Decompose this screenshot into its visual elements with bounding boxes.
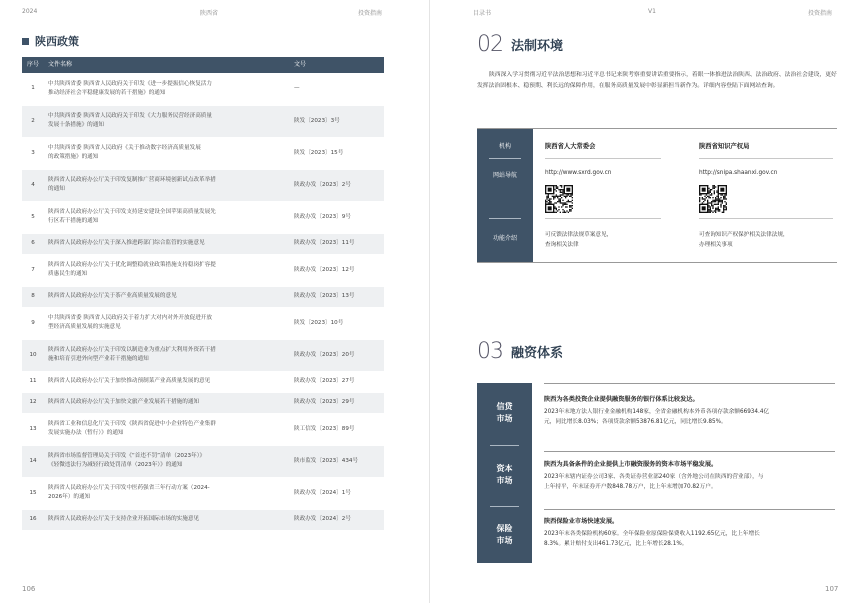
cell-title-line: 中共陕西省委 陕西省人民政府关于着力扩大对内对外开放促进开放 bbox=[48, 315, 212, 322]
finance-row-title: 陕西为具备条件的企业提供上市融资服务的资本市场平稳发展。 bbox=[544, 461, 718, 468]
cell-title-line: 陕西省人民政府办公厅关于深入推进跨部门综合监管的实施意见 bbox=[48, 240, 205, 247]
cell-title bbox=[44, 339, 290, 371]
cell-no: 13 bbox=[22, 413, 44, 445]
cell-no: 5 bbox=[22, 201, 44, 233]
text-line: 2023年末各类保险机构60家。全年保险业原保险保费收入1192.65亿元，比上年增长 bbox=[544, 531, 760, 537]
cell-no: 1 bbox=[22, 73, 44, 105]
cell-title bbox=[44, 105, 290, 137]
cell-title-line: 陕西省市场监督管理局关于印发《“首违不罚”清单（2023年）》 bbox=[48, 453, 206, 460]
org-function bbox=[699, 231, 789, 250]
cell-title bbox=[44, 509, 290, 530]
cell-doc-number: 陕发〔2023〕3号 bbox=[290, 105, 384, 137]
cell-doc-number: 陕政办发〔2023〕27号 bbox=[290, 371, 384, 392]
divider bbox=[544, 383, 835, 384]
finance-row-capital bbox=[544, 459, 835, 493]
cell-doc-number: 陕政办发〔2023〕12号 bbox=[290, 254, 384, 286]
finance-row-text bbox=[544, 472, 835, 493]
divider bbox=[490, 506, 519, 507]
cell-doc-number: 陕发〔2023〕15号 bbox=[290, 137, 384, 169]
cell-no: 10 bbox=[22, 339, 44, 371]
cell-doc-number: 陕政办发〔2023〕20号 bbox=[290, 339, 384, 371]
cell-title bbox=[44, 73, 290, 105]
text-line: 2023年末地方法人银行业金融机构148家，全省金融机构本外币各项存款余额66934.4亿 bbox=[544, 409, 770, 415]
func-line: 可查询知识产权保护相关法律法规， bbox=[699, 232, 789, 238]
text-line: 元，同比增长8.03%；各项贷款余额53876.81亿元，同比增长9.85%。 bbox=[544, 419, 727, 426]
label-line: 市场 bbox=[496, 535, 513, 545]
law-table bbox=[477, 128, 837, 263]
cell-no: 8 bbox=[22, 286, 44, 307]
cell-no: 11 bbox=[22, 371, 44, 392]
divider bbox=[544, 451, 835, 452]
table-row bbox=[22, 477, 384, 509]
qr-code-icon bbox=[699, 185, 727, 213]
policy-table-body bbox=[22, 73, 384, 530]
cell-title-line: 中共陕西省委 陕西省人民政府关于印发《大力服务民营经济高质量 bbox=[48, 113, 212, 120]
label-credit-market bbox=[477, 401, 532, 424]
label-capital-market bbox=[477, 463, 532, 486]
cell-no: 6 bbox=[22, 233, 44, 254]
cell-title-line: 质惠民生的通知 bbox=[48, 271, 88, 277]
label-org: 机构 bbox=[498, 143, 511, 150]
func-line: 办理相关事项 bbox=[699, 241, 733, 248]
org-column-ip bbox=[699, 129, 835, 262]
org-name: 陕西省人大常委会 bbox=[545, 143, 596, 150]
finance-section-number: 03 bbox=[477, 339, 503, 364]
org-name: 陕西省知识产权局 bbox=[699, 143, 750, 150]
law-side-panel bbox=[477, 129, 533, 262]
cell-title-line: 陕西省工业和信息化厅关于印发《陕西省促进中小企业特色产业集群 bbox=[48, 421, 216, 428]
cell-title bbox=[44, 201, 290, 233]
cell-doc-number: 陕政办发〔2023〕9号 bbox=[290, 201, 384, 233]
cell-title-line: 2026年）的通知 bbox=[48, 494, 91, 500]
divider bbox=[489, 158, 521, 159]
cell-doc-number: 陕工信发〔2023〕89号 bbox=[290, 413, 384, 445]
table-row bbox=[22, 137, 384, 169]
finance-row-credit bbox=[544, 394, 835, 428]
cell-no: 16 bbox=[22, 509, 44, 530]
cell-title-line: 陕西省人民政府办公厅关于加快推动预制菜产业高质量发展的意见 bbox=[48, 378, 211, 385]
cell-title bbox=[44, 307, 290, 339]
func-line: 可反馈法律法规草案意见， bbox=[545, 232, 613, 238]
cell-title-line: 型经济高质量发展的实施意见 bbox=[48, 324, 121, 330]
label-site: 网站导航 bbox=[492, 172, 517, 179]
table-row bbox=[22, 413, 384, 445]
cell-title-line: 陕西省人民政府办公厅关于茶产业高质量发展的意见 bbox=[48, 293, 177, 300]
table-row bbox=[22, 371, 384, 392]
cell-title-line: 发展实施办法（暂行）》的通知 bbox=[48, 430, 124, 436]
column-header-title: 文件名称 bbox=[44, 57, 290, 73]
org-column-npc bbox=[545, 129, 695, 262]
table-row bbox=[22, 73, 384, 105]
label-line: 保险 bbox=[496, 524, 513, 533]
cell-title-line: 陕西省人民政府办公厅关于印发中医药强省三年行动方案（2024- bbox=[48, 485, 210, 492]
table-row bbox=[22, 169, 384, 201]
column-header-no: 序号 bbox=[22, 57, 44, 73]
cell-title-line: 陕西省人民政府办公厅关于印发支持延安建设全国苹果高质量发展先 bbox=[48, 209, 216, 216]
divider bbox=[544, 509, 835, 510]
org-url-link[interactable]: http://snipa.shaanxi.gov.cn bbox=[699, 170, 778, 176]
finance-row-insurance bbox=[544, 516, 835, 550]
cell-title-line: 陕西省人民政府办公厅关于加快文旅产业发展若干措施的通知 bbox=[48, 399, 200, 406]
page-number-left: 106 bbox=[22, 585, 36, 593]
header-right: 投资指南 bbox=[358, 10, 383, 17]
table-row bbox=[22, 307, 384, 339]
cell-no: 9 bbox=[22, 307, 44, 339]
cell-title bbox=[44, 477, 290, 509]
cell-title bbox=[44, 392, 290, 413]
org-url-link[interactable]: http://www.sxrd.gov.cn bbox=[545, 170, 612, 176]
func-line: 查询相关法律 bbox=[545, 241, 579, 248]
cell-title-line: 推动经济社会平稳健康发展的若干措施》的通知 bbox=[48, 89, 166, 96]
label-line: 资本 bbox=[496, 464, 513, 473]
law-section-number: 02 bbox=[477, 32, 503, 57]
cell-doc-number: 陕市监发〔2023〕434号 bbox=[290, 445, 384, 477]
cell-doc-number: 陕政办发〔2023〕2号 bbox=[290, 169, 384, 201]
table-row bbox=[22, 233, 384, 254]
cell-title bbox=[44, 137, 290, 169]
divider bbox=[490, 445, 519, 446]
label-line: 市场 bbox=[496, 475, 513, 485]
cell-title-line: 陕西省人民政府办公厅关于支持企业开拓国际市场的实施意见 bbox=[48, 516, 200, 523]
table-row bbox=[22, 445, 384, 477]
cell-no: 4 bbox=[22, 169, 44, 201]
text-line: 2023年末辖内证券公司3家、各类证券营业部240家（含外地公司在陕西的营业部），与 bbox=[544, 474, 764, 480]
header-center: V1 bbox=[648, 8, 656, 15]
column-header-doc: 文号 bbox=[290, 57, 384, 73]
cell-title bbox=[44, 233, 290, 254]
label-func: 功能介绍 bbox=[492, 235, 517, 242]
cell-title bbox=[44, 371, 290, 392]
cell-doc-number: 陕政办发〔2023〕13号 bbox=[290, 286, 384, 307]
header-left: 目录书 bbox=[473, 10, 492, 17]
cell-no: 15 bbox=[22, 477, 44, 509]
label-line: 市场 bbox=[496, 413, 513, 423]
header-center: 陕西省 bbox=[200, 10, 219, 17]
cell-title-line: 施和培育引进外向型产业若干措施的通知 bbox=[48, 356, 149, 362]
finance-side-panel bbox=[477, 383, 532, 563]
text-line: 8.3%。累计赔付支出461.73亿元，比上年增长28.1%。 bbox=[544, 541, 688, 548]
label-line: 信贷 bbox=[496, 402, 513, 411]
cell-doc-number: 陕政办发〔2024〕1号 bbox=[290, 477, 384, 509]
divider bbox=[489, 218, 521, 219]
policy-table bbox=[22, 57, 384, 531]
finance-section-title: 融资体系 bbox=[511, 346, 564, 361]
cell-no: 14 bbox=[22, 445, 44, 477]
cell-no: 7 bbox=[22, 254, 44, 286]
law-section-title: 法制环境 bbox=[511, 39, 564, 54]
cell-title bbox=[44, 286, 290, 307]
section-heading bbox=[22, 33, 79, 49]
cell-title-line: 的通知 bbox=[48, 186, 65, 192]
law-heading bbox=[477, 32, 563, 57]
org-function bbox=[545, 231, 612, 250]
cell-title-line: 陕西省人民政府办公厅关于优化调整稳就业政策措施支持稳岗扩容提 bbox=[48, 262, 216, 269]
qr-code-icon bbox=[545, 185, 573, 213]
page-number-right: 107 bbox=[825, 585, 839, 593]
finance-row-text bbox=[544, 529, 835, 550]
cell-doc-number: 陕政办发〔2023〕29号 bbox=[290, 392, 384, 413]
table-row bbox=[22, 392, 384, 413]
cell-doc-number: 陕发〔2023〕10号 bbox=[290, 307, 384, 339]
header-left: 2024 bbox=[22, 8, 38, 15]
cell-title-line: 行区若干措施的通知 bbox=[48, 218, 99, 224]
table-row bbox=[22, 201, 384, 233]
cell-doc-number: — bbox=[290, 73, 384, 105]
label-insurance-market bbox=[477, 523, 532, 546]
cell-title bbox=[44, 254, 290, 286]
cell-title-line: 陕西省人民政府办公厅关于印发复制推广营商环境创新试点改革举措 bbox=[48, 177, 216, 184]
cell-no: 3 bbox=[22, 137, 44, 169]
law-intro: 陕西深入学习贯彻习近平法治思想和习近平总书记来陕考察重要讲话重要指示，着眼一体推进法治陕西、法治政府、法治社会建设，更好发挥法治固根本、稳预期、利长远的保障作用，在服务高质量发展中彰显新担当新作为。详细内容登陆下面网站查询。 bbox=[477, 72, 837, 90]
text-line: 上年持平，年末证券开户数848.78万户，比上年末增加70.82万户。 bbox=[544, 484, 717, 491]
cell-title bbox=[44, 169, 290, 201]
bullet-square-icon bbox=[22, 38, 29, 45]
cell-no: 2 bbox=[22, 105, 44, 137]
header-right: 投资指南 bbox=[808, 10, 833, 17]
cell-title-line: 陕西省人民政府办公厅关于印发以制造业为重点扩大利用外资若干措 bbox=[48, 347, 216, 354]
table-row bbox=[22, 339, 384, 371]
cell-title bbox=[44, 445, 290, 477]
cell-title-line: 中共陕西省委 陕西省人民政府关于印发《进一步提振信心恢复活力 bbox=[48, 81, 212, 88]
finance-table bbox=[477, 383, 837, 563]
table-row bbox=[22, 254, 384, 286]
finance-row-title: 陕西为各类投资企业提供融资服务的银行体系比较发达。 bbox=[544, 396, 699, 403]
cell-title-line: 发展十条措施》的通知 bbox=[48, 122, 104, 128]
table-header-row bbox=[22, 57, 384, 73]
cell-no: 12 bbox=[22, 392, 44, 413]
cell-title-line: 的政策措施》的通知 bbox=[48, 154, 99, 160]
finance-row-title: 陕西保险业市场快速发展。 bbox=[544, 518, 619, 525]
finance-row-text bbox=[544, 407, 835, 428]
table-row bbox=[22, 509, 384, 530]
cell-doc-number: 陕政办发〔2023〕11号 bbox=[290, 233, 384, 254]
cell-title-line: 《轻微违法行为减轻行政处罚清单（2023年）》的通知 bbox=[48, 462, 183, 468]
table-row bbox=[22, 286, 384, 307]
finance-heading bbox=[477, 339, 563, 364]
cell-doc-number: 陕政办发〔2024〕2号 bbox=[290, 509, 384, 530]
table-row bbox=[22, 105, 384, 137]
cell-title bbox=[44, 413, 290, 445]
cell-title-line: 中共陕西省委 陕西省人民政府《关于推动数字经济高质量发展 bbox=[48, 145, 201, 152]
section-title: 陕西政策 bbox=[35, 35, 79, 48]
